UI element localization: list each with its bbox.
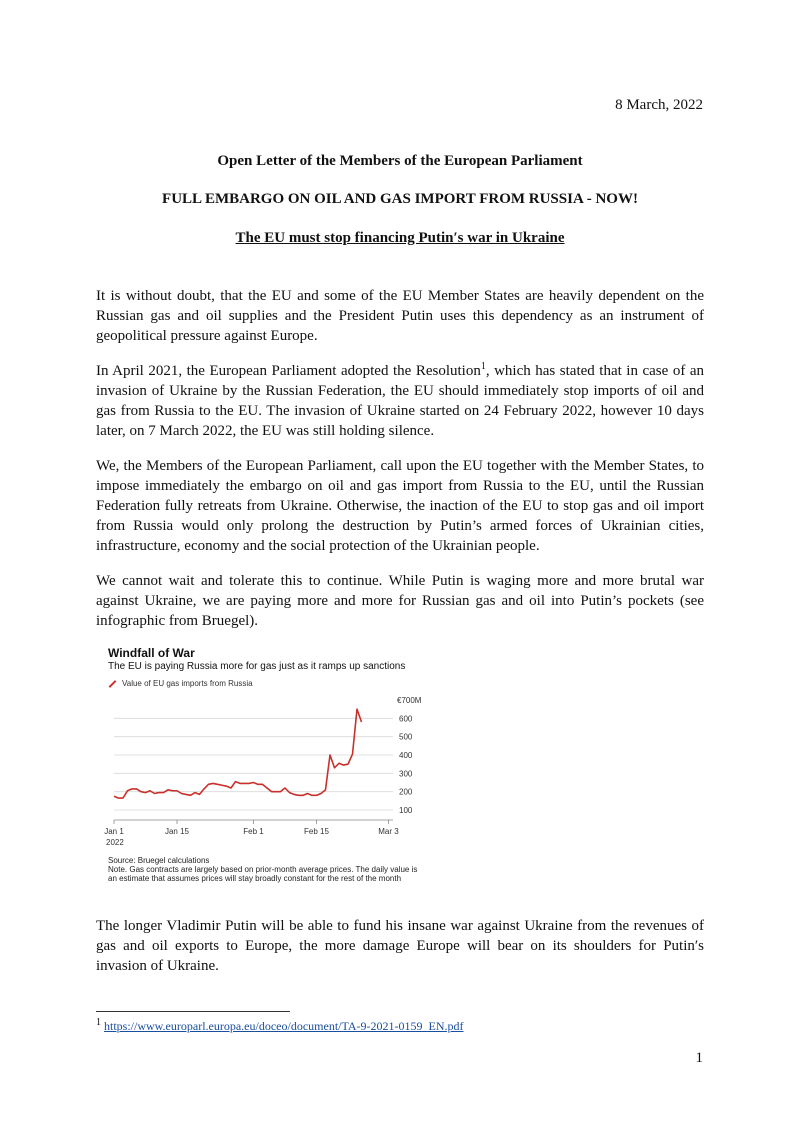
letter-heading: Open Letter of the Members of the European Parliament <box>217 153 583 169</box>
y-tick-label: 300 <box>399 769 413 779</box>
chart-title: Windfall of War <box>108 646 195 660</box>
y-unit-label: €700M <box>397 696 422 705</box>
paragraph-resolution-part1: In April 2021, the European Parliament adopted the Resolution <box>96 363 481 379</box>
chart-subtitle: The EU is paying Russia more for gas just as it ramps up sanctions <box>108 661 406 672</box>
infographic-chart <box>104 646 428 896</box>
y-tick-label: 600 <box>399 714 413 724</box>
paragraph-cannot-wait: We cannot wait and tolerate this to continue. While Putin is waging more and more brutal war against Ukraine, we are paying more and more for Russian gas and oil into Putin’s pockets (see infographic from Bruegel). <box>96 573 704 629</box>
x-tick-label: Feb 15 <box>304 827 329 836</box>
y-tick-label: 100 <box>399 806 413 815</box>
y-tick-label: 400 <box>399 751 413 760</box>
x-tick-label: Mar 3 <box>378 827 399 836</box>
chart-note: Note. Gas contracts are largely based on prior-month average prices. The daily value is an estimate that assumes prices will stay broadly constant for the rest of the month <box>108 865 418 883</box>
series-line-gas-imports <box>114 709 362 798</box>
footnote-link[interactable]: https://www.europarl.europa.eu/doceo/document/TA-9-2021-0159_EN.pdf <box>104 1019 464 1033</box>
y-tick-label: 500 <box>399 732 413 742</box>
x-tick-label: Feb 1 <box>243 827 264 836</box>
x-year-label: 2022 <box>106 838 124 847</box>
paragraph-call-for-embargo: We, the Members of the European Parliament, call upon the EU together with the Member States, to impose immediately the embargo on oil and gas import from Russia to the EU, until the Russian Federation fully retreats from Ukraine. Otherwise, the inaction of the EU to stop gas and oil import from Russia would only prolong the destruction by Putin’s armed forces of Ukrainian cities, infrastructure, economy and the social protection of the Ukrainian people. <box>96 458 704 554</box>
y-tick-label: 200 <box>399 787 413 797</box>
paragraph-resolution-part2: , which has stated that in case of an invasion of Ukraine by the Russian Federation, the EU should immediately stop imports of oil and gas from Russia to the EU. The invasion of Ukraine started on 24 February 2022, however 10 days later, on 7 March 2022, the EU was still holding silence. <box>96 363 704 439</box>
legend-label: Value of EU gas imports from Russia <box>122 679 253 688</box>
footnote-number: 1 <box>96 1017 101 1028</box>
footnote <box>96 1019 464 1034</box>
letter-date: 8 March, 2022 <box>615 97 703 113</box>
paragraph-resolution <box>96 361 704 441</box>
chart-plot <box>104 688 428 853</box>
chart-source-notes <box>108 856 428 883</box>
paragraph-dependency: It is without doubt, that the EU and some of the EU Member States are heavily dependent on the Russian gas and oil supplies and the President Putin uses this dependency as an instrument of geopolitical pressure against Europe. <box>96 288 704 344</box>
letter-subheading: FULL EMBARGO ON OIL AND GAS IMPORT FROM RUSSIA - NOW! <box>162 191 638 207</box>
chart-legend <box>108 679 253 688</box>
chart-source: Source: Bruegel calculations <box>108 856 210 865</box>
paragraph-conclusion: The longer Vladimir Putin will be able to fund his insane war against Ukraine from the revenues of gas and oil exports to Europe, the more damage Europe will bear on its shoulders for Putin′s invasion of Ukraine. <box>96 918 704 974</box>
x-tick-label: Jan 15 <box>164 827 190 836</box>
legend-line-icon <box>109 680 117 688</box>
letter-tagline: The EU must stop financing Putin′s war in Ukraine <box>235 230 565 246</box>
page-number: 1 <box>695 1050 703 1066</box>
footnote-divider <box>96 1011 290 1012</box>
x-tick-label: Jan 1 <box>104 827 124 836</box>
footnote-reference[interactable]: 1 <box>480 361 486 372</box>
